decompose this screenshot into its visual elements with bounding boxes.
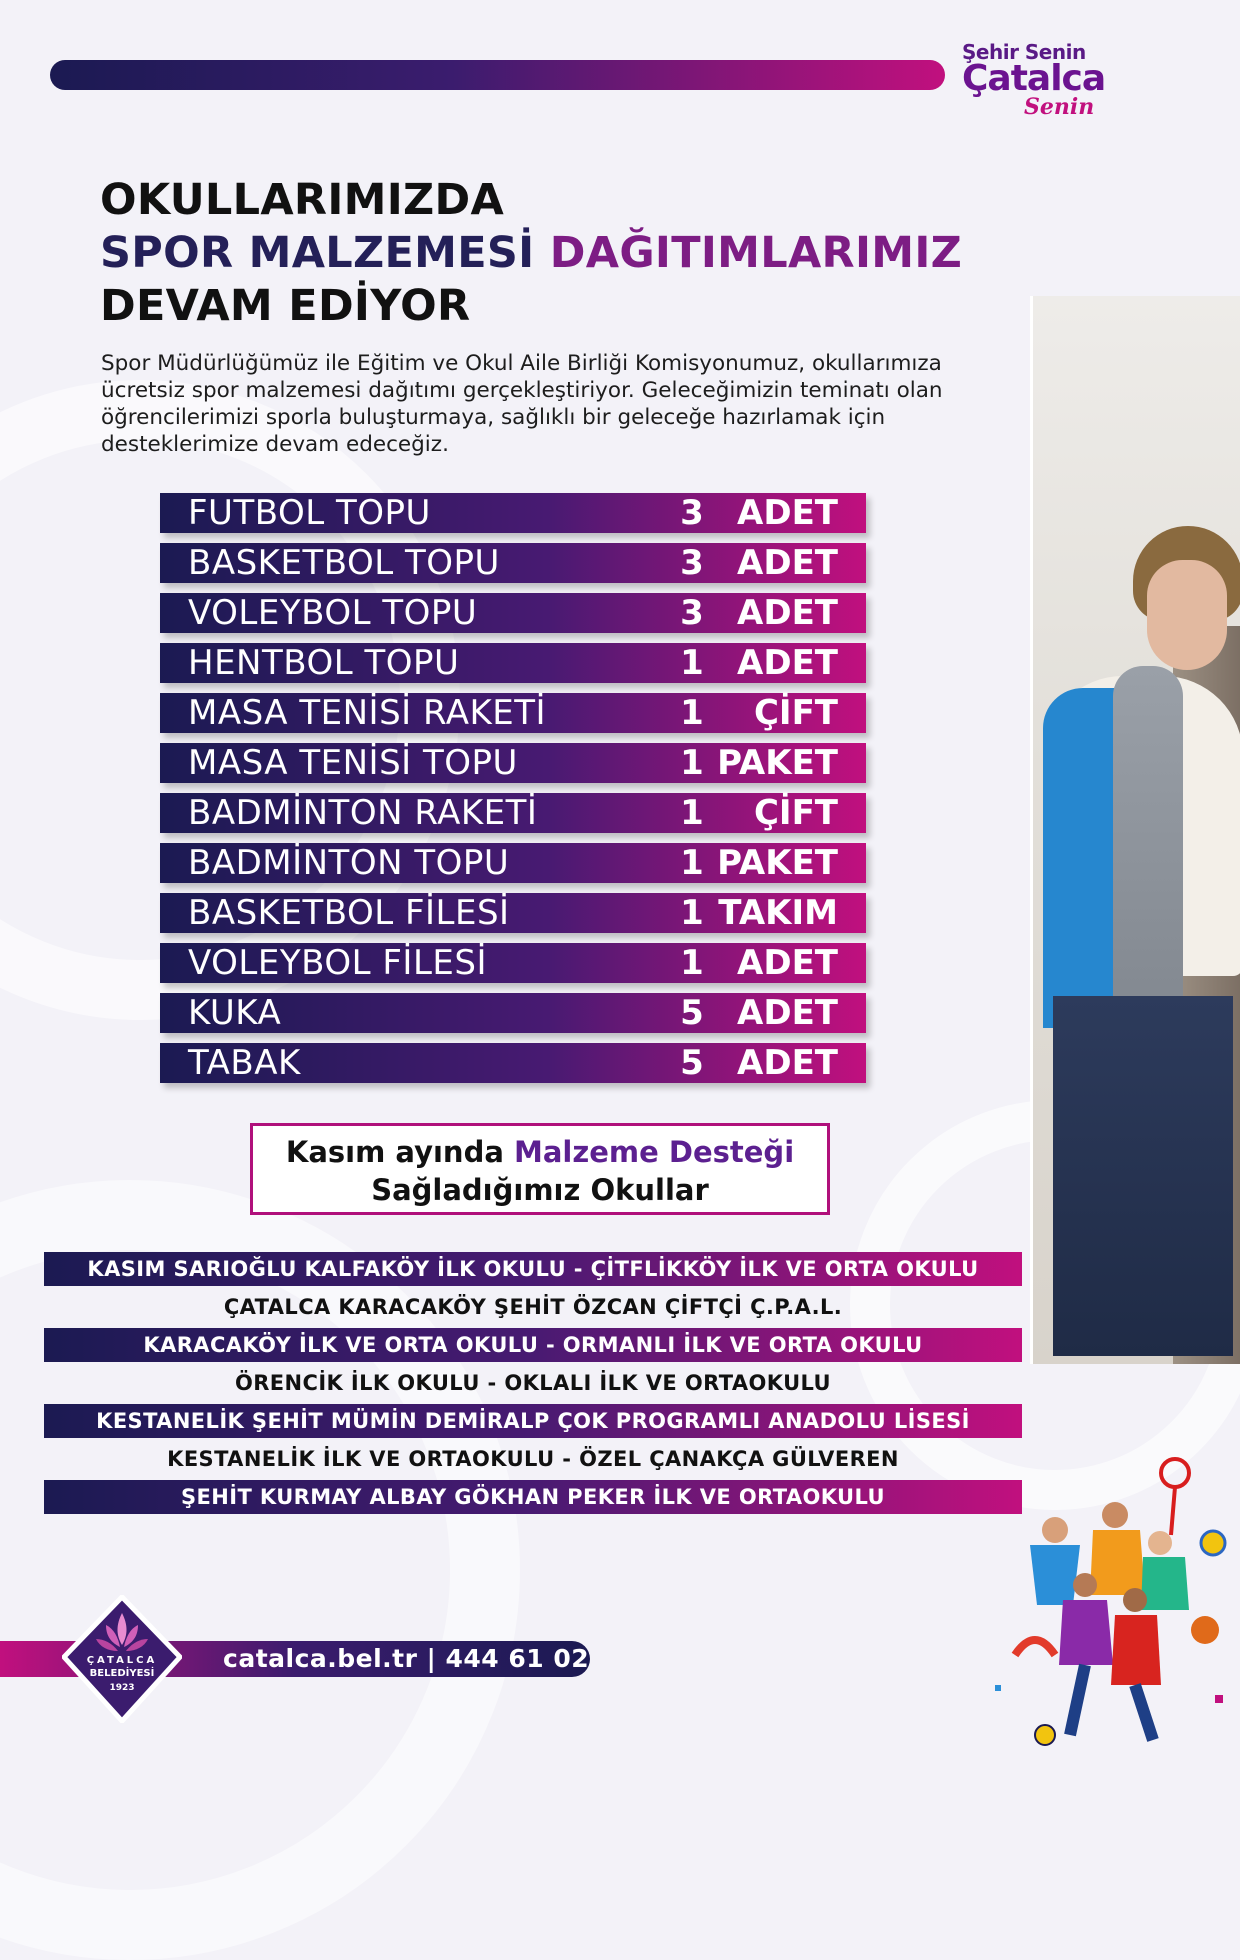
equipment-qty: 3 — [680, 493, 704, 533]
equipment-qty: 5 — [680, 1043, 704, 1083]
equipment-unit: ÇİFT — [753, 793, 838, 833]
school-item: ŞEHİT KURMAY ALBAY GÖKHAN PEKER İLK VE ORTAOKULU — [44, 1480, 1022, 1514]
header-gradient-bar — [50, 60, 945, 90]
equipment-unit: ADET — [737, 543, 838, 583]
footer-contact[interactable]: catalca.bel.tr | 444 61 02 — [223, 1644, 590, 1673]
equipment-name: VOLEYBOL TOPU — [188, 593, 478, 633]
equipment-name: VOLEYBOL FİLESİ — [188, 943, 487, 983]
school-item: KASIM SARIOĞLU KALFAKÖY İLK OKULU - ÇİTFLİKKÖY İLK VE ORTA OKULU — [44, 1252, 1022, 1286]
page-title — [100, 174, 962, 333]
support-heading-line-2: Sağladığımız Okullar — [371, 1173, 709, 1207]
title-highlight-purple: DAĞITIMLARIMIZ — [549, 228, 963, 278]
equipment-list — [160, 493, 866, 1093]
school-item: ÖRENCİK İLK OKULU - OKLALI İLK VE ORTAOKULU — [234, 1371, 832, 1395]
equipment-name: HENTBOL TOPU — [188, 643, 460, 683]
equipment-row — [160, 593, 866, 633]
equipment-name: TABAK — [188, 1043, 301, 1083]
equipment-unit: ADET — [737, 1043, 838, 1083]
equipment-unit: ADET — [737, 593, 838, 633]
equipment-name: FUTBOL TOPU — [188, 493, 431, 533]
title-line-1: OKULLARIMIZDA — [100, 175, 505, 225]
equipment-name: BADMİNTON TOPU — [188, 843, 510, 883]
equipment-unit: ADET — [737, 993, 838, 1033]
equipment-row — [160, 543, 866, 583]
brand-line-1: Şehir Senin — [962, 40, 1086, 64]
volunteer-photo — [1030, 296, 1240, 1364]
school-list — [44, 1252, 1022, 1518]
equipment-unit: PAKET — [717, 843, 838, 883]
equipment-row — [160, 943, 866, 983]
equipment-unit: PAKET — [717, 743, 838, 783]
equipment-unit: ÇİFT — [753, 693, 838, 733]
title-highlight-navy: SPOR MALZEMESİ — [100, 228, 535, 278]
support-schools-heading — [250, 1123, 830, 1215]
logo-year: 1923 — [109, 1683, 135, 1693]
equipment-row — [160, 993, 866, 1033]
title-line-2 — [100, 227, 962, 280]
equipment-row — [160, 793, 866, 833]
equipment-name: BASKETBOL TOPU — [188, 543, 500, 583]
support-heading-highlight: Malzeme Desteği — [514, 1135, 795, 1169]
equipment-row — [160, 843, 866, 883]
equipment-qty: 1 — [680, 743, 704, 783]
equipment-row — [160, 693, 866, 733]
equipment-row — [160, 1043, 866, 1083]
equipment-qty: 3 — [680, 543, 704, 583]
equipment-unit: ADET — [737, 643, 838, 683]
sports-illustration — [975, 1435, 1240, 1754]
school-item: KARACAKÖY İLK VE ORTA OKULU - ORMANLI İLK VE ORTA OKULU — [44, 1328, 1022, 1362]
support-heading-line-1: Kasım ayında Malzeme Desteği — [285, 1135, 795, 1169]
equipment-qty: 1 — [680, 893, 704, 933]
brand-line-2: Çatalca — [962, 58, 1106, 99]
equipment-qty: 1 — [680, 643, 704, 683]
equipment-unit: ADET — [737, 493, 838, 533]
equipment-qty: 5 — [680, 993, 704, 1033]
logo-subtitle: BELEDİYESİ — [89, 1668, 155, 1679]
equipment-row — [160, 893, 866, 933]
brand-logo — [962, 38, 1112, 122]
logo-name: ÇATALCA — [86, 1655, 158, 1666]
equipment-name: BASKETBOL FİLESİ — [188, 893, 510, 933]
equipment-name: MASA TENİSİ RAKETİ — [188, 693, 547, 733]
sports-figures-icon — [975, 1435, 1240, 1754]
equipment-row — [160, 643, 866, 683]
school-item: ÇATALCA KARACAKÖY ŞEHİT ÖZCAN ÇİFTÇİ Ç.P.A.L. — [223, 1295, 843, 1319]
equipment-row — [160, 493, 866, 533]
equipment-name: KUKA — [188, 993, 282, 1033]
equipment-unit: TAKIM — [718, 893, 838, 933]
equipment-qty: 1 — [680, 693, 704, 733]
equipment-qty: 1 — [680, 943, 704, 983]
equipment-qty: 1 — [680, 843, 704, 883]
intro-paragraph: Spor Müdürlüğümüz ile Eğitim ve Okul Aile Birliği Komisyonumuz, okullarımıza ücretsiz spor malzemesi dağıtımı gerçekleştiriyor. Geleceğimizin teminatı olan öğrencilerimizi sporla buluşturmaya, sağlıklı bir geleceğe hazırlamak için desteklerimize devam edeceğiz. — [101, 351, 943, 457]
school-item: KESTANELİK İLK VE ORTAOKULU - ÖZEL ÇANAKÇA GÜLVEREN — [167, 1447, 899, 1471]
equipment-unit: ADET — [737, 943, 838, 983]
school-item: KESTANELİK ŞEHİT MÜMİN DEMİRALP ÇOK PROGRAMLI ANADOLU LİSESİ — [44, 1404, 1022, 1438]
equipment-qty: 3 — [680, 593, 704, 633]
equipment-row — [160, 743, 866, 783]
equipment-qty: 1 — [680, 793, 704, 833]
equipment-name: MASA TENİSİ TOPU — [188, 743, 518, 783]
equipment-name: BADMİNTON RAKETİ — [188, 793, 538, 833]
title-line-3: DEVAM EDİYOR — [100, 281, 471, 331]
brand-line-3: Senin — [1024, 94, 1095, 120]
municipality-logo — [62, 1595, 182, 1723]
